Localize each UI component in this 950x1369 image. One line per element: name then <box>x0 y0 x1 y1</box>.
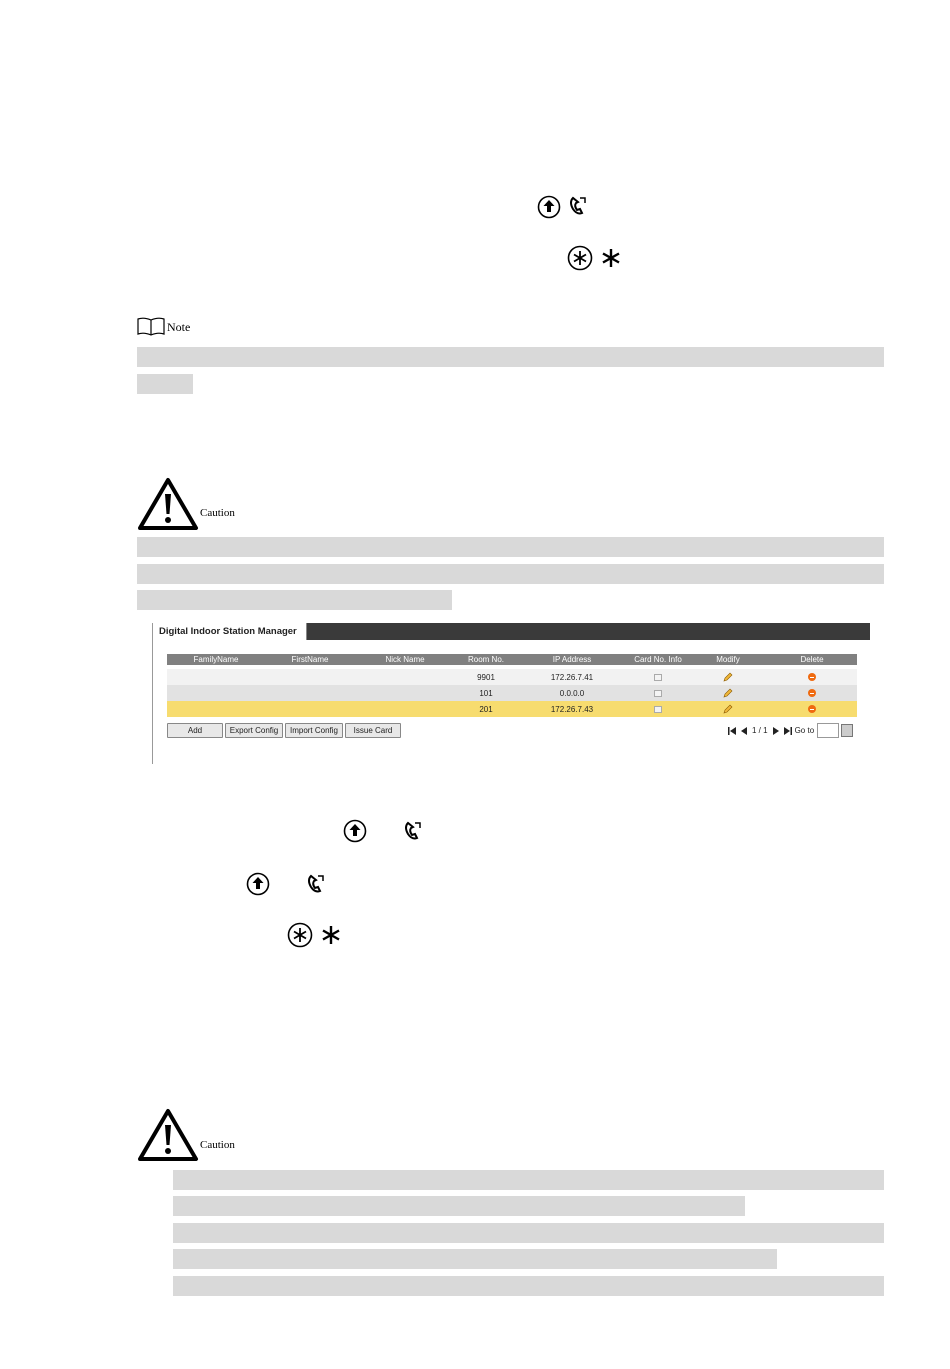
edit-pencil-icon[interactable] <box>723 704 733 714</box>
note-line-2 <box>137 374 193 394</box>
delete-icon[interactable] <box>808 705 816 713</box>
edit-pencil-icon[interactable] <box>723 672 733 682</box>
col-ipaddress: IP Address <box>552 655 592 664</box>
warning-icon <box>137 477 199 531</box>
col-familyname: FamilyName <box>193 655 239 664</box>
goto-label: Go to <box>794 726 815 735</box>
note-label: Note <box>167 320 191 334</box>
ip-cell: 172.26.7.43 <box>550 704 594 714</box>
call-key-icon <box>305 873 325 895</box>
go-button[interactable] <box>841 724 853 737</box>
book-icon <box>137 316 165 336</box>
asterisk-icon <box>320 924 342 946</box>
export-config-button[interactable]: Export Config <box>225 723 283 738</box>
warning-icon <box>137 1108 199 1162</box>
table-row[interactable] <box>167 685 857 701</box>
card-info-icon[interactable] <box>654 706 662 713</box>
ip-cell: 0.0.0.0 <box>559 688 585 698</box>
table-row-selected[interactable] <box>167 701 857 717</box>
col-cardinfo: Card No. Info <box>634 655 682 664</box>
nick-cell <box>355 669 455 685</box>
card-info-icon[interactable] <box>654 690 662 697</box>
room-cell: 201 <box>479 704 493 714</box>
caution-label: Caution <box>200 507 235 519</box>
up-arrow-key-icon <box>343 819 367 843</box>
col-delete: Delete <box>800 655 824 664</box>
pagination <box>728 723 853 738</box>
add-button[interactable]: Add <box>167 723 223 738</box>
digital-indoor-station-manager <box>152 623 870 764</box>
manager-tab[interactable]: Digital Indoor Station Manager <box>153 623 307 640</box>
issue-card-button[interactable]: Issue Card <box>345 723 401 738</box>
up-arrow-key-icon <box>246 872 270 896</box>
room-cell: 9901 <box>477 672 495 682</box>
family-cell <box>167 685 265 701</box>
prev-page-icon[interactable] <box>740 727 748 735</box>
up-arrow-key-icon <box>537 195 561 219</box>
nick-cell <box>355 701 455 717</box>
col-modify: Modify <box>716 655 740 664</box>
caution2-line-3 <box>173 1223 884 1243</box>
caution-label: Caution <box>200 1139 235 1151</box>
edit-pencil-icon[interactable] <box>723 688 733 698</box>
delete-icon[interactable] <box>808 689 816 697</box>
room-cell: 101 <box>479 688 493 698</box>
caution-line-2 <box>137 564 884 584</box>
call-key-icon <box>567 195 587 217</box>
delete-icon[interactable] <box>808 673 816 681</box>
caution2-line-1 <box>173 1170 884 1190</box>
first-page-icon[interactable] <box>728 727 737 735</box>
goto-page-input[interactable] <box>817 723 839 738</box>
first-cell <box>265 669 355 685</box>
caution-line-3 <box>137 590 452 610</box>
first-cell <box>265 685 355 701</box>
first-cell <box>265 701 355 717</box>
family-cell <box>167 701 265 717</box>
caution2-line-4 <box>173 1249 777 1269</box>
nick-cell <box>355 685 455 701</box>
last-page-icon[interactable] <box>783 727 792 735</box>
asterisk-icon <box>600 247 622 269</box>
ip-cell: 172.26.7.41 <box>550 672 594 682</box>
next-page-icon[interactable] <box>772 727 780 735</box>
col-nickname: Nick Name <box>385 655 425 664</box>
family-cell <box>167 669 265 685</box>
caution2-line-5 <box>173 1276 884 1296</box>
import-config-button[interactable]: Import Config <box>285 723 343 738</box>
table-row[interactable] <box>167 669 857 685</box>
note-line-1 <box>137 347 884 367</box>
col-roomno: Room No. <box>467 655 504 664</box>
asterisk-key-icon <box>287 922 313 948</box>
asterisk-key-icon <box>567 245 593 271</box>
caution-line-1 <box>137 537 884 557</box>
table-header <box>167 654 857 665</box>
caution2-line-2 <box>173 1196 745 1216</box>
col-firstname: FirstName <box>291 655 329 664</box>
card-info-icon[interactable] <box>654 674 662 681</box>
call-key-icon <box>402 820 422 842</box>
page-indicator: 1 / 1 <box>752 726 768 735</box>
